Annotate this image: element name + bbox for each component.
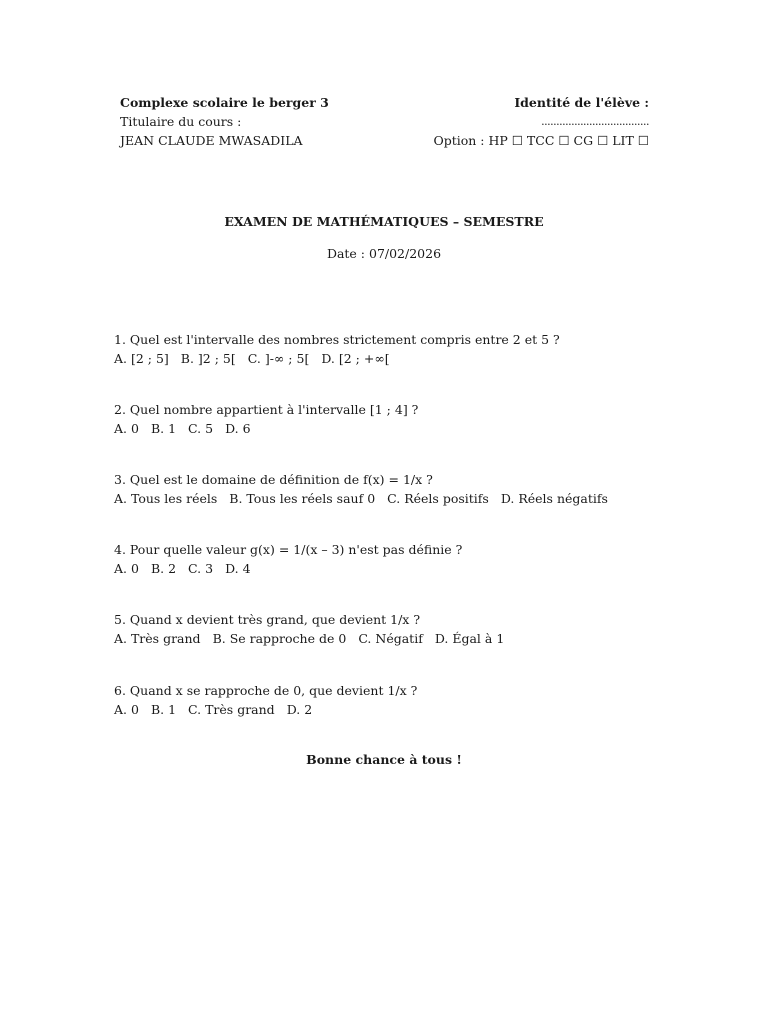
teacher-name: JEAN CLAUDE MWASADILA: [120, 133, 303, 148]
question-options: [114, 419, 418, 438]
option-c: C. 3: [188, 561, 214, 576]
option-a: A. [2 ; 5]: [114, 351, 169, 366]
option-d: D. 2: [286, 702, 313, 717]
option-c: C. 5: [188, 421, 214, 436]
header-student-block: [433, 93, 649, 150]
option-b: B. Tous les réels sauf 0: [229, 491, 376, 506]
exam-date: Date : 07/02/2026: [326, 246, 442, 261]
student-name-blank: ....................................: [541, 115, 649, 128]
question-6: [114, 681, 417, 719]
option-a: A. Tous les réels: [114, 491, 218, 506]
exam-title: EXAMEN DE MATHÉMATIQUES – SEMESTRE: [224, 214, 544, 229]
option-a: A. 0: [114, 702, 139, 717]
option-a: A. 0: [114, 421, 139, 436]
question-text: 4. Pour quelle valeur g(x) = 1/(x – 3) n'est pas définie ?: [114, 542, 463, 557]
question-options: [114, 629, 516, 648]
option-c: C. Négatif: [358, 631, 423, 646]
question-1: [114, 330, 560, 368]
option-d: D. 4: [225, 561, 251, 576]
option-d: D. [2 ; +∞[: [321, 351, 390, 366]
question-text: 2. Quel nombre appartient à l'intervalle [1 ; 4] ?: [114, 402, 419, 417]
option-d: D. Égal à 1: [434, 631, 505, 646]
option-b: B. 1: [150, 421, 177, 436]
question-3: [114, 470, 620, 508]
teacher-label: Titulaire du cours :: [120, 114, 242, 129]
question-options: [114, 349, 560, 368]
question-text: 6. Quand x se rapproche de 0, que devient 1/x ?: [114, 683, 418, 698]
option-b: B. 1: [150, 702, 177, 717]
question-text: 1. Quel est l'intervalle des nombres strictement compris entre 2 et 5 ?: [114, 332, 560, 347]
option-d: D. Réels négatifs: [500, 491, 608, 506]
question-options: [114, 559, 462, 578]
question-4: [114, 540, 462, 578]
question-2: [114, 400, 418, 438]
closing-message: Bonne chance à tous !: [306, 752, 462, 767]
question-text: 3. Quel est le domaine de définition de f(x) = 1/x ?: [114, 472, 433, 487]
option-c: C. Très grand: [188, 702, 275, 717]
question-options: [114, 489, 620, 508]
header-school-block: [120, 93, 329, 150]
question-options: [114, 700, 417, 719]
option-c: C. ]-∞ ; 5[: [247, 351, 310, 366]
option-b: B. Se rapproche de 0: [212, 631, 347, 646]
option-b: B. 2: [150, 561, 177, 576]
school-name: Complexe scolaire le berger 3: [120, 95, 329, 110]
option-d: D. 6: [225, 421, 251, 436]
option-a: A. 0: [114, 561, 139, 576]
option-a: A. Très grand: [114, 631, 201, 646]
student-identity-label: Identité de l'élève :: [514, 95, 649, 110]
option-c: C. Réels positifs: [387, 491, 489, 506]
option-b: B. ]2 ; 5[: [180, 351, 236, 366]
question-5: [114, 610, 516, 648]
option-checkboxes: Option : HP ☐ TCC ☐ CG ☐ LIT ☐: [433, 133, 649, 148]
question-text: 5. Quand x devient très grand, que devient 1/x ?: [114, 612, 421, 627]
